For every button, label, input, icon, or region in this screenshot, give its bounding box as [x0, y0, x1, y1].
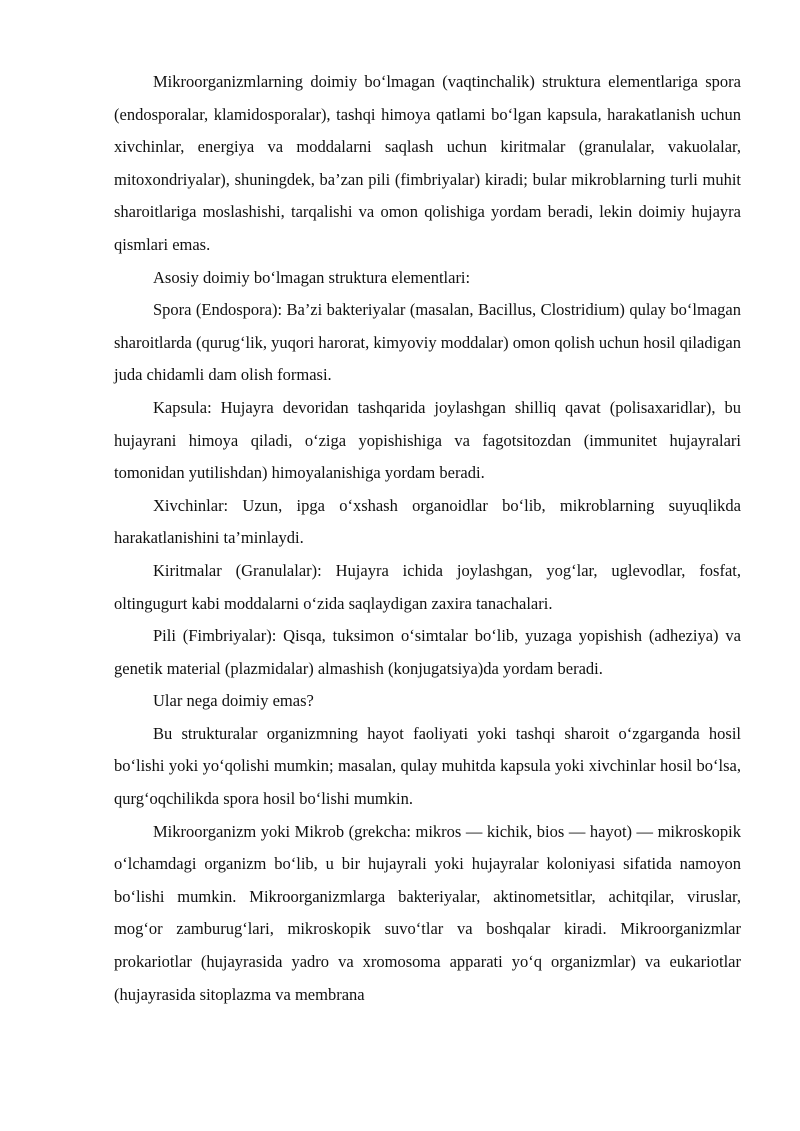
- paragraph-kapsula: Kapsula: Hujayra devoridan tashqarida joylashgan shilliq qavat (polisaxaridlar), bu hujayrani himoya qiladi, o‘ziga yopishishiga va fagotsitozdan (immunitet hujayralari tomonidan yutilishdan) himoyalanishiga yordam beradi.: [114, 397, 741, 483]
- paragraph-question: Ular nega doimiy emas?: [153, 691, 314, 711]
- paragraph-spora: Spora (Endospora): Ba’zi bakteriyalar (masalan, Bacillus, Clostridium) qulay bo‘lmagan sharoitlarda (qurug‘lik, yuqori harorat, kimyoviy moddalar) omon qolish uchun hosil qiladigan juda chidamli dam olish formasi.: [114, 300, 741, 385]
- paragraph-definition: Mikroorganizm yoki Mikrob (grekcha: mikros — kichik, bios — hayot) — mikroskopik o‘lchamdagi organizm bo‘lib, u bir hujayrali yoki hujayralar koloniyasi sifatida namoyon bo‘lishi mumkin. Mikroorganizmlarga bakteriyalar, aktinometsitlar, achitqilar, viruslar, mog‘or zamburug‘lari, mikroskopik suvo‘tlar va boshqalar kiradi. Mikroorganizmlar prokariotlar (hujayrasida yadro va xromosoma apparati yo‘q organizmlar) va eukariotlar (hujayrasida sitoplazma va membrana: [114, 821, 741, 1004]
- paragraph-pili: Pili (Fimbriyalar): Qisqa, tuksimon o‘simtalar bo‘lib, yuzaga yopishish (adheziya) va genetik material (plazmidalar) almashish (konjugatsiya)da yordam beradi.: [114, 626, 741, 678]
- paragraph-xivchinlar: Xivchinlar: Uzun, ipga o‘xshash organoidlar bo‘lib, mikroblarning suyuqlikda harakatlanishini ta’minlaydi.: [114, 495, 741, 548]
- paragraph-intro: Mikroorganizmlarning doimiy bo‘lmagan (vaqtinchalik) struktura elementlariga spora (endosporalar, klamidosporalar), tashqi himoya qatlami bo‘lgan kapsula, harakatlanish uchun xivchinlar, energiya va moddalarni saqlash uchun kiritmalar (granulalar, vakuolalar, mitoxondriyalar), shuningdek, ba’zan pili (fimbriyalar) kiradi; bular mikroblarning turli muhit sharoitlariga moslashishi, tarqalishi va omon qolishiga yordam beradi, lekin doimiy hujayra qismlari emas.: [114, 72, 741, 254]
- paragraph-main-elements-heading: Asosiy doimiy bo‘lmagan struktura elementlari:: [153, 267, 471, 287]
- document-page: [114, 66, 741, 1011]
- paragraph-kiritmalar: Kiritmalar (Granulalar): Hujayra ichida joylashgan, yog‘lar, uglevodlar, fosfat, oltingugurt kabi moddalarni o‘zida saqlaydigan zaxira tanachalari.: [114, 560, 741, 613]
- paragraph-explanation: Bu strukturalar organizmning hayot faoliyati yoki tashqi sharoit o‘zgarganda hosil bo‘lishi yoki yo‘qolishi mumkin; masalan, qulay muhitda kapsula yoki xivchinlar hosil bo‘lsa, qurg‘oqchilikda spora hosil bo‘lishi mumkin.: [114, 723, 741, 809]
